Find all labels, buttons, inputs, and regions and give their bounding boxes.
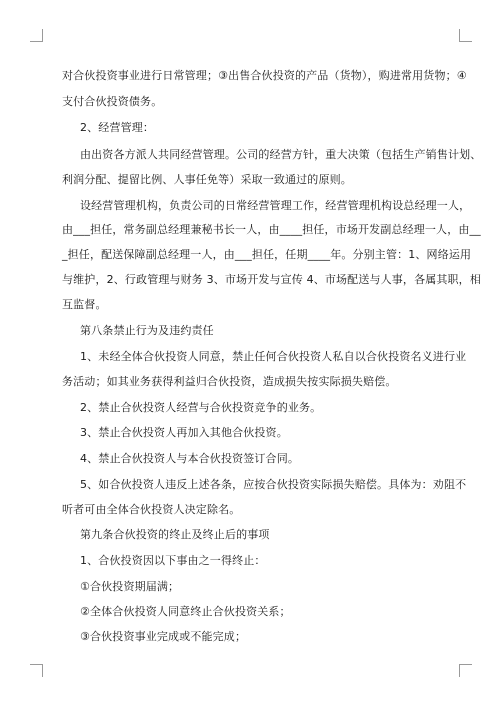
body-line: 支付合伙投资债务。 — [62, 95, 163, 108]
article-heading: 第九条合伙投资的终止及终止后的事项 — [80, 528, 270, 541]
body-line: 互监督。 — [62, 298, 107, 311]
body-line: 4、禁止合伙投资人与本合伙投资签订合同。 — [80, 452, 299, 465]
body-line: _担任，配送保障副总经理一人，由___担任，任期____年。分别主管：1、网络运用 — [62, 248, 472, 261]
body-line: 对合伙投资事业进行日常管理；③出售合伙投资的产品（货物），购进常用货物；④ — [62, 69, 467, 82]
crop-mark-bottom-left — [30, 664, 43, 677]
body-line: 5、如合伙投资人违反上述各条，应按合伙投资实际损失赔偿。具体为：劝阻不 — [80, 478, 467, 491]
body-line: 利润分配、提留比例、人事任免等）采取一致通过的原则。 — [62, 173, 352, 186]
crop-mark-bottom-right — [459, 664, 472, 677]
body-line: 3、禁止合伙投资人再加入其他合伙投资。 — [80, 426, 288, 439]
body-line: 与维护，2、行政管理与财务 3、市场开发与宣传 4、市场配送与人事，各属其职，相 — [62, 273, 481, 286]
body-line: 务活动；如其业务获得利益归合伙投资，造成损失按实际损失赔偿。 — [62, 375, 397, 388]
body-line: 1、未经全体合伙投资人同意，禁止任何合伙投资人私自以合伙投资名义进行业 — [80, 350, 467, 363]
list-item: ②全体合伙投资人同意终止合伙投资关系； — [80, 605, 291, 618]
body-line: 听者可由全体合伙投资人决定除名。 — [62, 503, 241, 516]
body-line: 设经营管理机构，负责公司的日常经营管理工作，经营管理机构设总经理一人， — [80, 199, 471, 212]
body-line: 2、禁止合伙投资人经营与合伙投资竞争的业务。 — [80, 401, 322, 414]
body-line: 1、合伙投资因以下事由之一得终止： — [80, 554, 266, 567]
body-line: 由___担任，常务副总经理兼秘书长一人，由____担任，市场开发副总经理一人，由__ — [62, 223, 481, 236]
list-item: ③合伙投资事业完成或不能完成； — [80, 630, 247, 643]
crop-mark-top-left — [30, 29, 43, 42]
body-line: 由出资各方派人共同经营管理。公司的经营方针，重大决策（包括生产销售计划、 — [80, 148, 482, 161]
section-heading: 2、经营管理： — [80, 121, 155, 134]
list-item: ①合伙投资期届满； — [80, 580, 180, 593]
crop-mark-top-right — [459, 29, 472, 42]
article-heading: 第八条禁止行为及违约责任 — [80, 324, 214, 337]
